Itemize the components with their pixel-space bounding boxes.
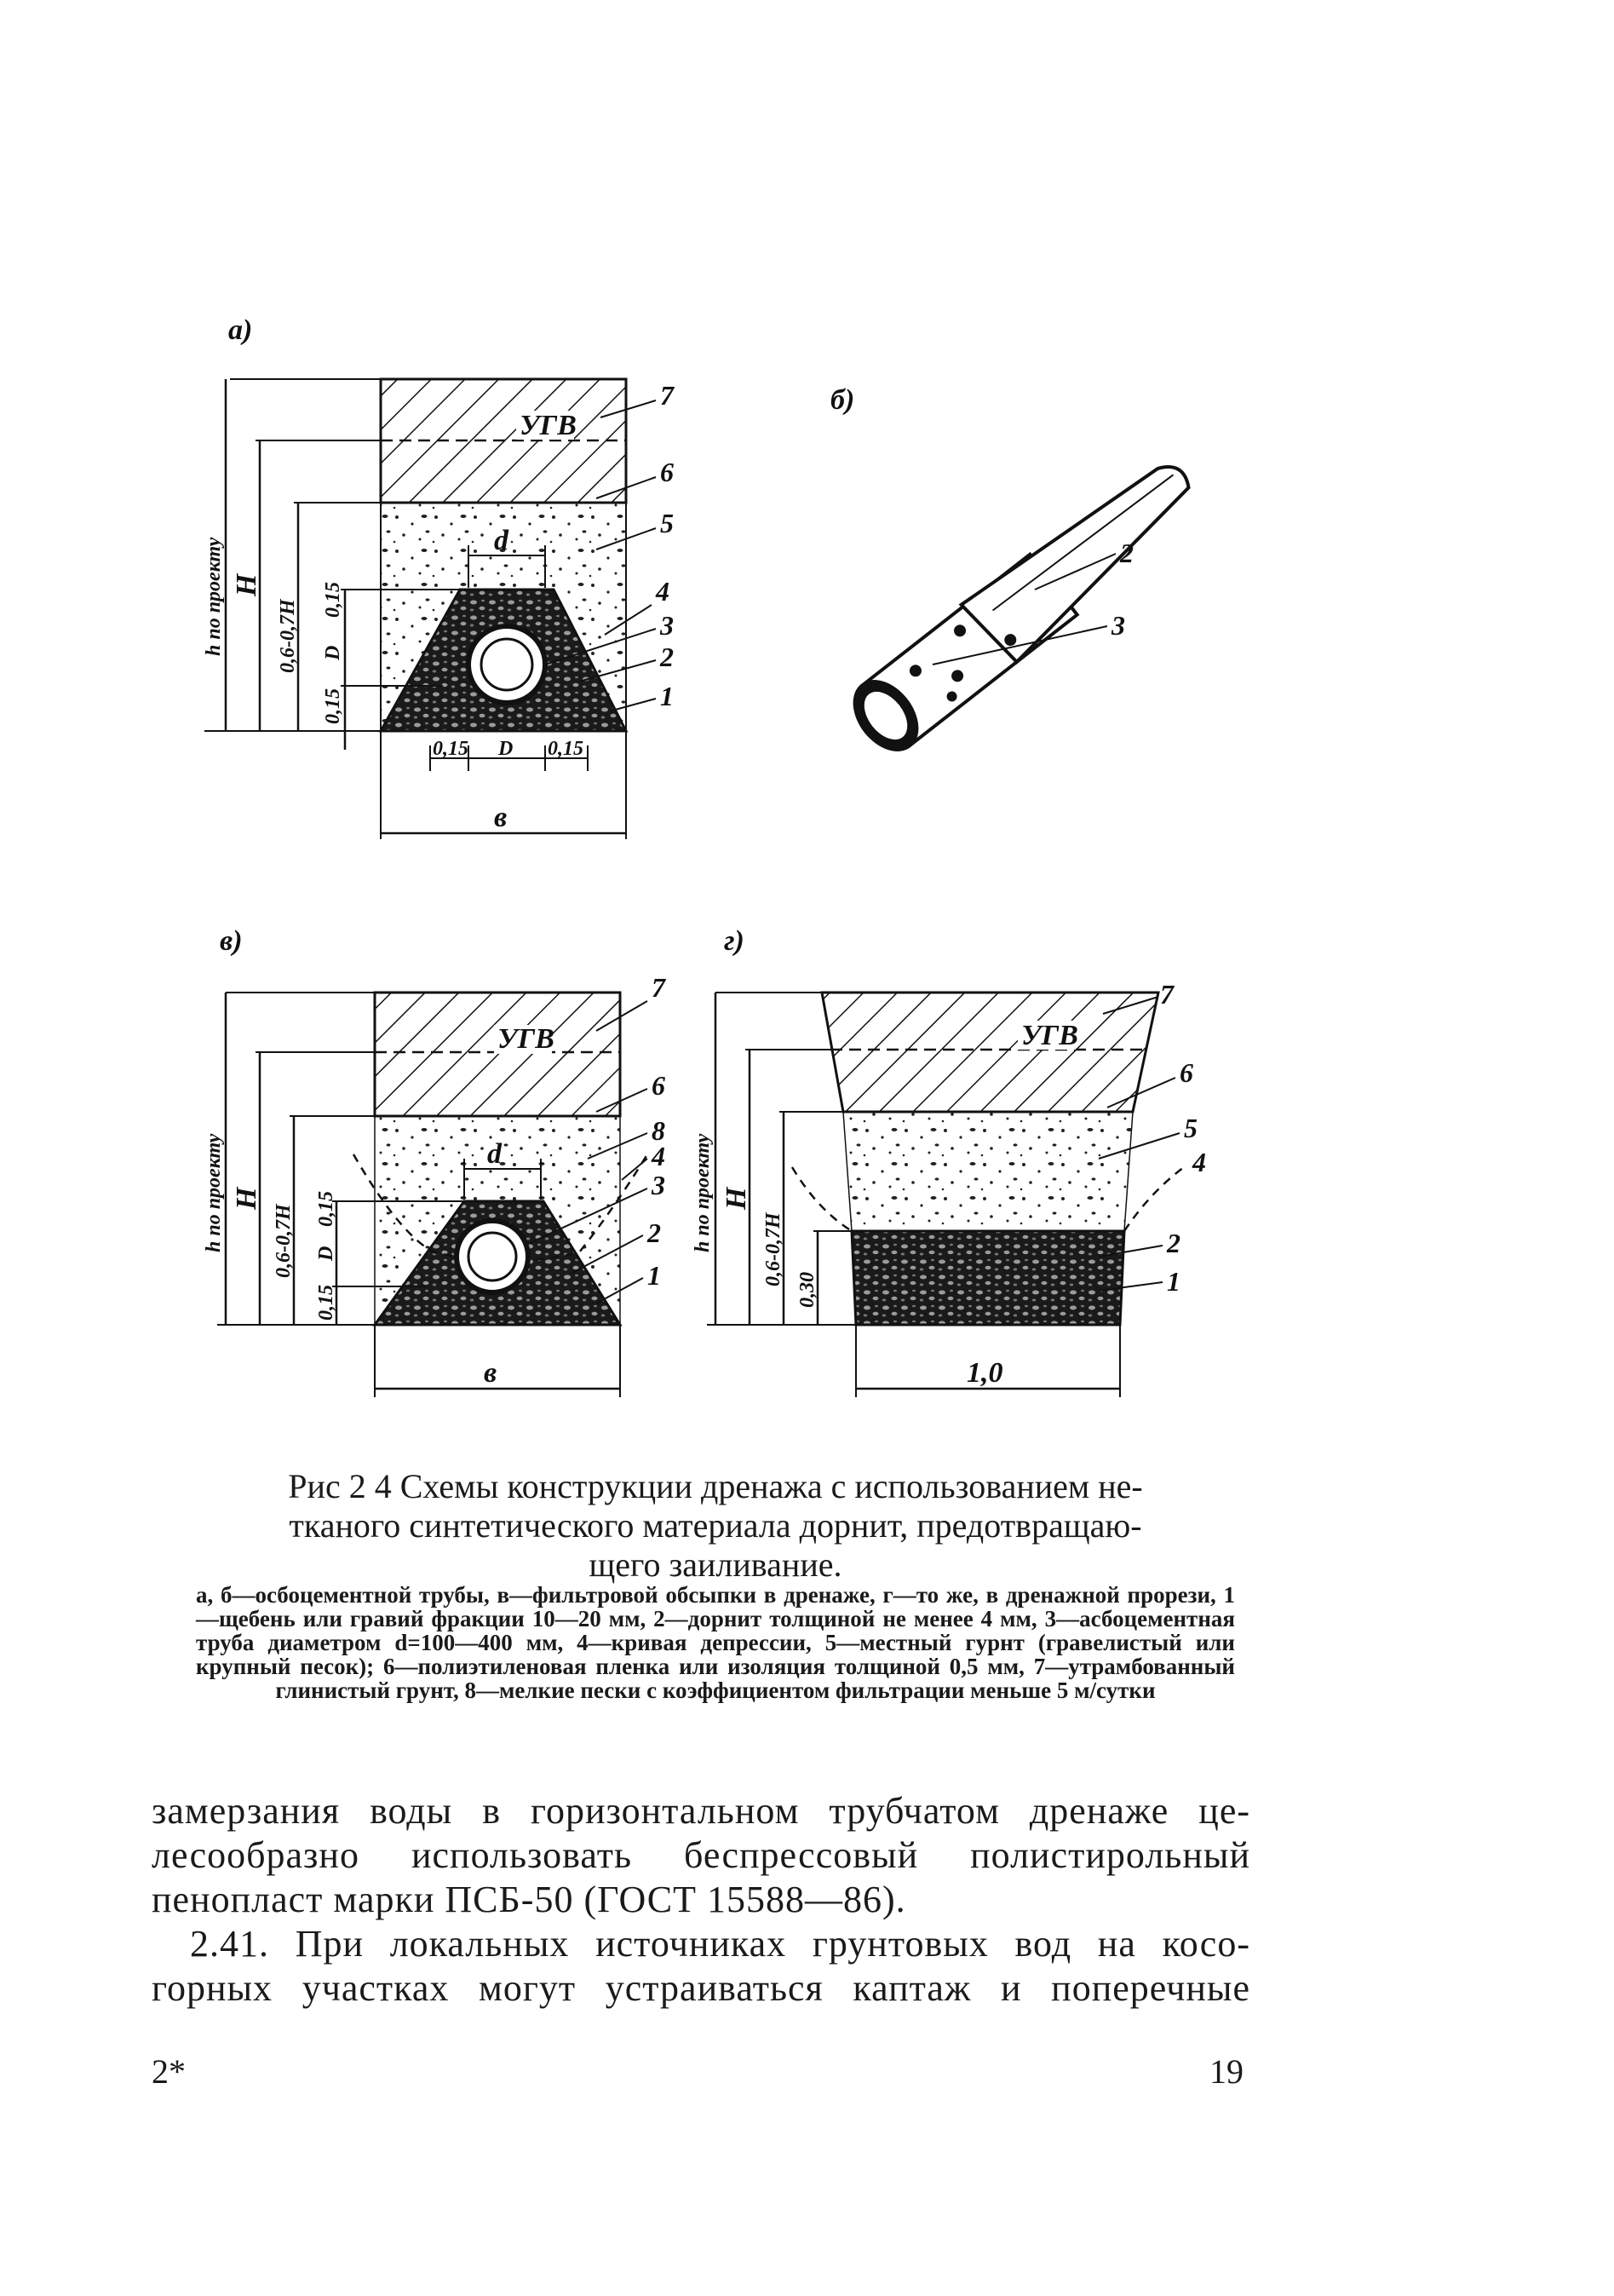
callout-2: 2	[647, 1217, 661, 1248]
D-horiz: D	[498, 738, 514, 760]
H-label: H	[721, 1187, 752, 1210]
callout-5: 5	[660, 508, 674, 538]
depth-range-label: 0,6-0,7H	[273, 1204, 295, 1278]
signature-mark: 2*	[152, 2052, 186, 2091]
panel-b	[830, 384, 1213, 764]
panel-a-label: а)	[228, 314, 253, 346]
h-design-label: h по проекту	[203, 1133, 225, 1252]
callout-4: 4	[656, 576, 669, 607]
dornit-wrap	[962, 447, 1212, 667]
width-label: в	[494, 802, 508, 833]
page-number: 19	[1209, 2052, 1244, 2091]
pipe-3d	[839, 447, 1212, 764]
H-label: H	[231, 1187, 262, 1210]
H-label: H	[231, 573, 262, 596]
body-line: лесообразно использовать беспрессовый полистирольный	[152, 1834, 1250, 1876]
dim-015-left: 0,15	[433, 738, 468, 760]
panel-g-label: г)	[724, 925, 744, 957]
callout-2: 2	[660, 642, 674, 672]
depth-range-label: 0,6-0,7H	[762, 1212, 784, 1286]
panel-g	[692, 925, 1206, 1397]
caption-line: тканого синтетического материала дорнит, предотвращаю-	[289, 1506, 1142, 1545]
body-line: горных участках могут устраиваться каптаж и поперечные	[152, 1967, 1250, 2009]
body-line: замерзания воды в горизонтальном трубчатом дренаже це-	[152, 1790, 1250, 1832]
body-line: пенопласт марки ПСБ-50 (ГОСТ 15588—86).	[152, 1879, 906, 1920]
h-design-label: h по проекту	[203, 537, 225, 656]
D-label: D	[322, 645, 344, 660]
callout-6: 6	[660, 457, 674, 487]
callout-7: 7	[652, 972, 665, 1003]
ugv-label: УГВ	[1021, 1020, 1078, 1051]
sand-layer	[843, 1112, 1133, 1231]
callout-3: 3	[660, 610, 674, 641]
callout-6: 6	[1180, 1057, 1193, 1088]
callout-4: 4	[652, 1141, 665, 1171]
callout-1: 1	[1167, 1266, 1180, 1297]
callout-1: 1	[647, 1260, 661, 1291]
ugv-label: УГВ	[497, 1023, 554, 1055]
D-label: D	[315, 1246, 337, 1261]
h-design-label: h по проекту	[692, 1133, 714, 1252]
panel-b-label: б)	[830, 384, 855, 416]
figure-caption	[251, 1467, 1180, 1585]
callout-b-3: 3	[1111, 610, 1125, 641]
depth-range-label: 0,6-0,7H	[277, 599, 299, 673]
dim-015-right: 0,15	[548, 738, 583, 760]
d-label: d	[487, 1138, 502, 1170]
callout-8: 8	[652, 1115, 665, 1146]
gravel-layer	[852, 1231, 1124, 1325]
callout-b-2: 2	[1120, 538, 1134, 568]
callout-3: 3	[652, 1170, 665, 1200]
panel-a	[203, 314, 675, 839]
callout-6: 6	[652, 1070, 665, 1101]
ugv-label: УГВ	[520, 410, 577, 441]
pipe-inner	[481, 639, 532, 690]
dim-015-bot: 0,15	[315, 1285, 337, 1321]
dim-015-top: 0,15	[315, 1191, 337, 1227]
caption-line: Рис 2 4 Схемы конструкции дренажа с использованием не-	[288, 1467, 1143, 1505]
callout-7: 7	[660, 380, 674, 411]
callout-2: 2	[1167, 1228, 1180, 1258]
d-label: d	[494, 525, 508, 556]
dim-015-top: 0,15	[322, 582, 344, 618]
clay-layer	[822, 993, 1158, 1112]
callout-7: 7	[1160, 979, 1174, 1010]
dim-015-bot: 0,15	[322, 688, 344, 724]
width-label: 1,0	[967, 1357, 1003, 1389]
dim-030: 0,30	[796, 1272, 818, 1308]
panel-v	[203, 925, 667, 1397]
callout-4: 4	[1192, 1147, 1206, 1177]
caption-line: щего заиливание.	[589, 1545, 842, 1584]
body-line: 2.41. При локальных источниках грунтовых вод на косо-	[190, 1923, 1250, 1965]
callout-5: 5	[1184, 1113, 1198, 1143]
callout-1: 1	[660, 681, 674, 711]
figure-legend: а, б—осбоцементной трубы, в—фильтровой обсыпки в дренаже, г—то же, в дренажной прорези, 1—щебень или гравий фракции 10—20 мм, 2—дорнит толщиной не менее 4 мм, 3—асбоцементная труба диаметром d=100—400 мм, 4—кривая депрессии, 5—местный гурнт (гравелистый или крупный песок); 6—полиэтиленовая пленка или изоляция толщиной 0,5 мм, 7—утрамбованный глинистый грунт, 8—мелкие пески с коэффициентом фильтрации меньше 5 м/сутки	[196, 1582, 1235, 1703]
width-label: в	[484, 1357, 497, 1389]
body-paragraph	[152, 1789, 1250, 2011]
panel-v-label: в)	[220, 925, 243, 957]
